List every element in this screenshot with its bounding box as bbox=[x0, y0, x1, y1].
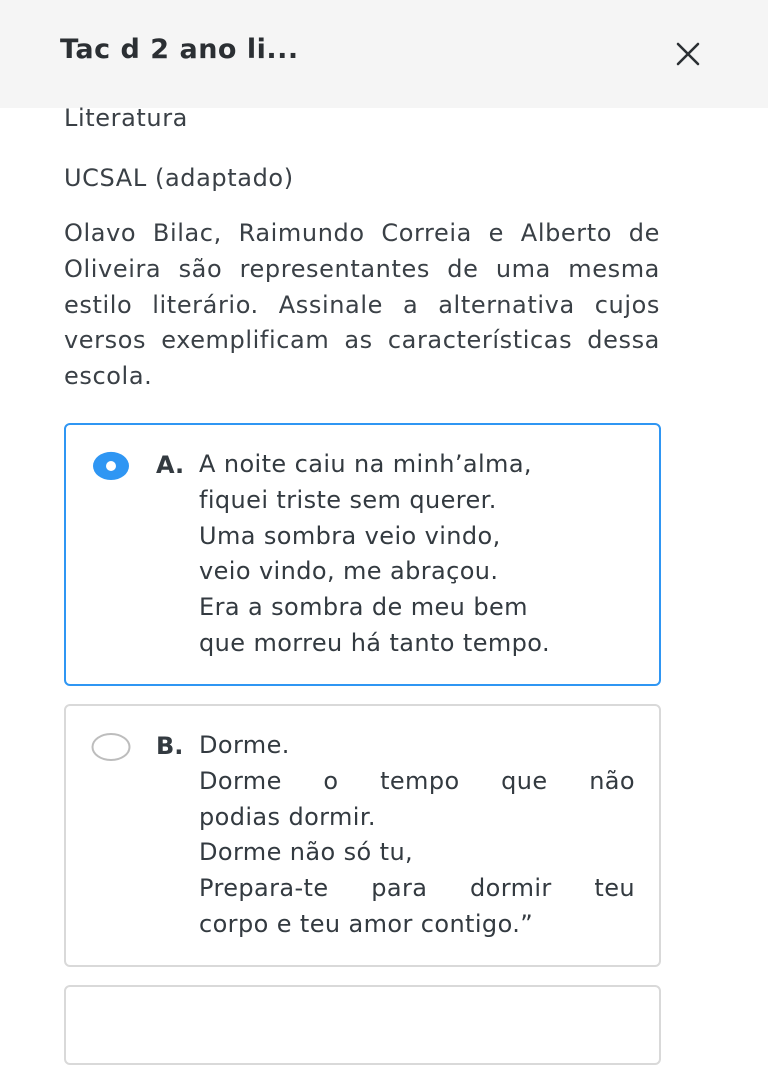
option-line: A noite caiu na minh’alma, bbox=[199, 449, 532, 478]
option-line: fiquei triste sem querer. bbox=[199, 485, 497, 514]
option-line: Dorme o tempo que não bbox=[199, 766, 635, 795]
option-text bbox=[199, 447, 635, 662]
option-text bbox=[199, 728, 635, 943]
radio-selected-icon[interactable] bbox=[91, 451, 131, 481]
close-button[interactable] bbox=[668, 34, 708, 74]
radio-unselected-icon[interactable] bbox=[91, 732, 131, 762]
option-line: Prepara-te para dormir teu bbox=[199, 874, 635, 903]
option-line: Era a sombra de meu bem bbox=[199, 593, 528, 622]
modal-header bbox=[0, 0, 768, 108]
option-letter: B. bbox=[156, 731, 184, 760]
option-line: que morreu há tanto tempo. bbox=[199, 628, 550, 657]
page-title: Tac d 2 ano li... bbox=[60, 34, 299, 65]
option-b[interactable] bbox=[64, 704, 661, 967]
option-c[interactable] bbox=[64, 985, 661, 1065]
option-line: Dorme não só tu, bbox=[199, 838, 414, 867]
option-line: corpo e teu amor contigo.” bbox=[199, 909, 534, 938]
question-content bbox=[64, 100, 660, 1065]
option-line: Uma sombra veio vindo, bbox=[199, 521, 501, 550]
option-line: Dorme. bbox=[199, 730, 290, 759]
option-letter: A. bbox=[156, 450, 185, 479]
question-text: Olavo Bilac, Raimundo Correia e Alberto de Oliveira são representantes de uma mesma estilo literário. Assinale a alternativa cujos versos exemplificam as características dessa escola. bbox=[64, 219, 660, 391]
close-icon bbox=[668, 34, 708, 74]
option-line: veio vindo, me abraçou. bbox=[199, 557, 499, 586]
source-label: UCSAL (adaptado) bbox=[64, 164, 294, 192]
option-line: podias dormir. bbox=[199, 802, 376, 831]
option-a[interactable] bbox=[64, 423, 661, 686]
subject-label: Literatura bbox=[64, 104, 188, 132]
